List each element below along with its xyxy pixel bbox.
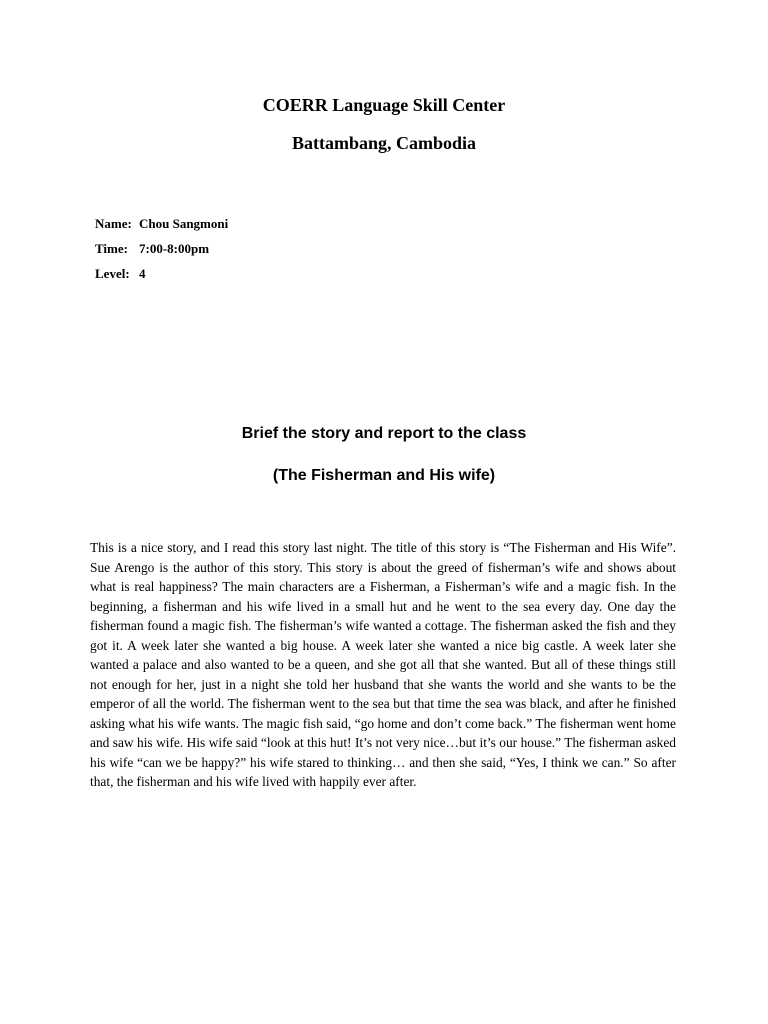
story-title-heading: (The Fisherman and His wife)	[272, 467, 496, 484]
class-time-row	[95, 241, 209, 257]
time-label: Time:	[95, 241, 128, 256]
organization-title: COERR Language Skill Center	[262, 95, 506, 115]
student-name-row	[95, 216, 228, 232]
level-label: Level:	[95, 266, 130, 281]
name-value: Chou Sangmoni	[139, 216, 229, 231]
level-row	[95, 266, 146, 282]
time-value: 7:00-8:00pm	[139, 241, 210, 256]
name-label: Name:	[95, 216, 132, 231]
assignment-heading: Brief the story and report to the class	[241, 425, 527, 442]
story-summary-paragraph: This is a nice story, and I read this story last night. The title of this story is “The Fisherman and His Wife”. Sue Arengo is the author of this story. This story is about the greed of fisherman’s wife and shows about what is real happiness? The main characters are a Fisherman, a Fisherman’s wife and a magic fish. In the beginning, a fisherman and his wife lived in a small hut and he went to the sea every day. One day the fisherman found a magic fish. The fisherman’s wife wanted a cottage. The fisherman asked the fish and they got it. A week later she wanted a big house. A week later she wanted a nice big castle. A week later she wanted a palace and also wanted to be a queen, and she got all that she wanted. But all of these things still not enough for her, just in a night she told her husband that she wants the world and she wants to be the emperor of all the world. The fisherman went to the sea but that time the sea was black, and after he finished asking what his wife wants. The magic fish said, “go home and don’t come back.” The fisherman went home and saw his wife. His wife said “look at this hut! It’s not very nice…but it’s our house.” The fisherman asked his wife “can we be happy?” his wife stared to thinking… and then she said, “Yes, I think we can.” So after that, the fisherman and his wife lived with happily ever after.	[90, 540, 676, 789]
location-title: Battambang, Cambodia	[291, 133, 477, 153]
level-value: 4	[139, 266, 146, 281]
